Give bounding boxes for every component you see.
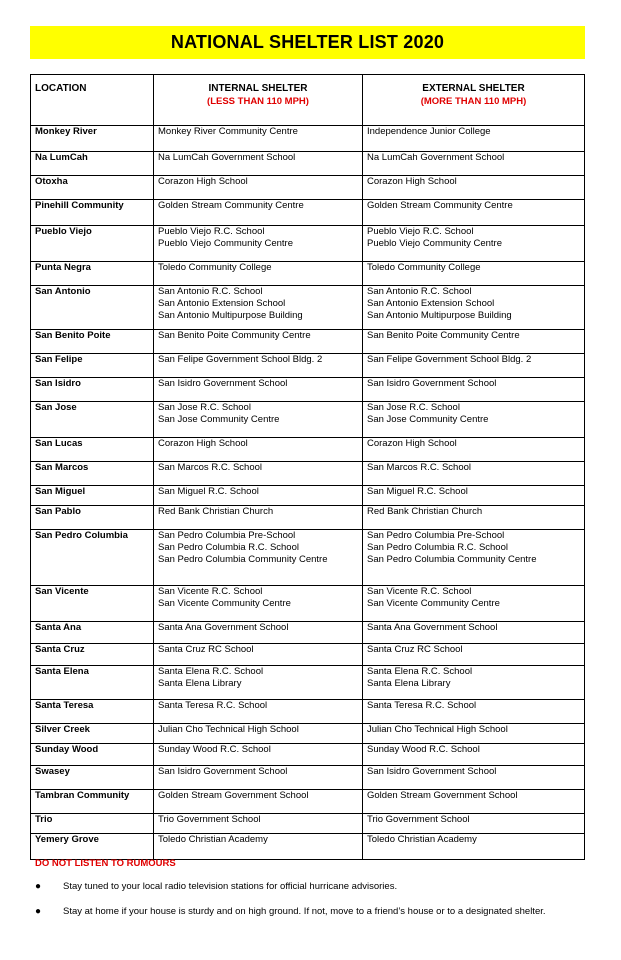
table-row — [31, 486, 585, 506]
external-shelter-cell — [363, 506, 585, 530]
table-row — [31, 644, 585, 666]
shelter-name: Na LumCah Government School — [158, 152, 296, 163]
location-cell: Punta Negra — [31, 262, 154, 286]
table-row — [31, 790, 585, 814]
external-shelter-cell — [363, 354, 585, 378]
shelter-name: Santa Elena R.C. School — [367, 666, 473, 677]
location-cell: Silver Creek — [31, 724, 154, 744]
shelter-name: Santa Ana Government School — [367, 622, 498, 633]
location-cell: Otoxha — [31, 176, 154, 200]
table-row — [31, 724, 585, 744]
table-row — [31, 586, 585, 622]
shelter-name: San Antonio Multipurpose Building — [158, 310, 303, 321]
shelter-name: Trio Government School — [158, 814, 261, 825]
internal-shelter-cell — [154, 666, 363, 700]
external-shelter-cell — [363, 152, 585, 176]
shelter-name: Na LumCah Government School — [367, 152, 505, 163]
shelter-name: Pueblo Viejo R.C. School — [367, 226, 474, 237]
shelter-name: San Miguel R.C. School — [158, 486, 259, 497]
shelter-name: San Jose R.C. School — [367, 402, 460, 413]
shelter-name: Julian Cho Technical High School — [158, 724, 299, 735]
table-row — [31, 700, 585, 724]
shelter-name: Santa Cruz RC School — [367, 644, 463, 655]
header-internal — [154, 75, 363, 126]
shelter-name: Sunday Wood R.C. School — [367, 744, 480, 755]
title-banner — [30, 26, 585, 59]
external-shelter-cell — [363, 586, 585, 622]
external-shelter-cell — [363, 226, 585, 262]
shelter-name: San Jose Community Centre — [158, 414, 280, 425]
shelter-name: San Jose Community Centre — [367, 414, 489, 425]
internal-shelter-cell — [154, 402, 363, 438]
table-row — [31, 834, 585, 860]
advisory-text: Stay tuned to your local radio television stations for official hurricane advisories. — [63, 881, 398, 892]
external-shelter-cell — [363, 402, 585, 438]
shelter-name: Independence Junior College — [367, 126, 491, 137]
internal-shelter-cell — [154, 744, 363, 766]
shelter-name: Toledo Christian Academy — [158, 834, 268, 845]
shelter-name: San Antonio Extension School — [367, 298, 495, 309]
external-shelter-cell — [363, 462, 585, 486]
external-shelter-cell — [363, 834, 585, 860]
table-row — [31, 462, 585, 486]
shelter-name: Monkey River Community Centre — [158, 126, 298, 137]
internal-shelter-cell — [154, 354, 363, 378]
shelter-name: Santa Elena Library — [158, 678, 242, 689]
table-row — [31, 666, 585, 700]
shelter-name: Toledo Community College — [158, 262, 272, 273]
shelter-name: Santa Teresa R.C. School — [367, 700, 477, 711]
internal-shelter-cell — [154, 724, 363, 744]
location-cell: San Miguel — [31, 486, 154, 506]
location-cell: San Antonio — [31, 286, 154, 330]
location-cell: San Benito Poite — [31, 330, 154, 354]
shelter-name: San Benito Poite Community Centre — [367, 330, 520, 341]
location-cell: Monkey River — [31, 126, 154, 152]
table-row — [31, 152, 585, 176]
external-shelter-cell — [363, 530, 585, 586]
bullet-icon: ● — [35, 906, 42, 917]
shelter-name: Corazon High School — [158, 438, 248, 449]
shelter-name: San Marcos R.C. School — [158, 462, 263, 473]
shelter-name: San Antonio R.C. School — [158, 286, 263, 297]
location-cell: Santa Elena — [31, 666, 154, 700]
shelter-name: Golden Stream Community Centre — [158, 200, 304, 211]
shelter-name: San Pedro Columbia Pre-School — [367, 530, 505, 541]
shelter-name: Golden Stream Government School — [158, 790, 309, 801]
external-shelter-cell — [363, 286, 585, 330]
shelter-name: San Pedro Columbia Pre-School — [158, 530, 296, 541]
shelter-name: Pueblo Viejo R.C. School — [158, 226, 265, 237]
shelter-name: Santa Elena R.C. School — [158, 666, 264, 677]
table-row — [31, 262, 585, 286]
shelter-name: Santa Cruz RC School — [158, 644, 254, 655]
shelter-name: Toledo Community College — [367, 262, 481, 273]
external-shelter-cell — [363, 700, 585, 724]
shelter-name: San Antonio Multipurpose Building — [367, 310, 512, 321]
location-cell: Santa Cruz — [31, 644, 154, 666]
table-row — [31, 286, 585, 330]
internal-shelter-cell — [154, 286, 363, 330]
location-cell: Pueblo Viejo — [31, 226, 154, 262]
shelter-name: Pueblo Viejo Community Centre — [367, 238, 503, 249]
shelter-name: San Marcos R.C. School — [367, 462, 472, 473]
shelter-name: Santa Elena Library — [367, 678, 451, 689]
external-shelter-cell — [363, 200, 585, 226]
external-shelter-cell — [363, 438, 585, 462]
shelter-name: Red Bank Christian Church — [158, 506, 274, 517]
header-internal-title: INTERNAL SHELTER — [208, 83, 308, 94]
internal-shelter-cell — [154, 152, 363, 176]
internal-shelter-cell — [154, 378, 363, 402]
internal-shelter-cell — [154, 586, 363, 622]
internal-shelter-cell — [154, 176, 363, 200]
table-row — [31, 622, 585, 644]
table-body — [31, 126, 585, 860]
internal-shelter-cell — [154, 330, 363, 354]
header-external-subtitle: (MORE THAN 110 MPH) — [420, 96, 527, 107]
advisory-text: Stay at home if your house is sturdy and on high ground. If not, move to a friend’s house or to a designated shelter. — [63, 906, 546, 917]
external-shelter-cell — [363, 790, 585, 814]
external-shelter-cell — [363, 744, 585, 766]
internal-shelter-cell — [154, 438, 363, 462]
table-row — [31, 506, 585, 530]
shelter-name: San Jose R.C. School — [158, 402, 251, 413]
shelter-name: San Felipe Government School Bldg. 2 — [158, 354, 323, 365]
internal-shelter-cell — [154, 790, 363, 814]
location-cell: San Felipe — [31, 354, 154, 378]
shelter-name: San Vicente Community Centre — [367, 598, 500, 609]
external-shelter-cell — [363, 724, 585, 744]
location-cell: San Lucas — [31, 438, 154, 462]
shelter-name: San Vicente Community Centre — [158, 598, 291, 609]
shelter-name: Sunday Wood R.C. School — [158, 744, 271, 755]
internal-shelter-cell — [154, 226, 363, 262]
shelter-name: San Isidro Government School — [158, 378, 288, 389]
internal-shelter-cell — [154, 506, 363, 530]
location-cell: Tambran Community — [31, 790, 154, 814]
page-title: NATIONAL SHELTER LIST 2020 — [170, 32, 445, 52]
advisory-bullet — [35, 881, 397, 892]
external-shelter-cell — [363, 176, 585, 200]
internal-shelter-cell — [154, 814, 363, 834]
location-cell: San Marcos — [31, 462, 154, 486]
shelter-name: Trio Government School — [367, 814, 470, 825]
location-cell: Santa Ana — [31, 622, 154, 644]
external-shelter-cell — [363, 378, 585, 402]
shelter-name: Julian Cho Technical High School — [367, 724, 508, 735]
shelter-name: Santa Ana Government School — [158, 622, 289, 633]
location-cell: San Pedro Columbia — [31, 530, 154, 586]
shelter-name: San Pedro Columbia Community Centre — [158, 554, 328, 565]
shelter-name: San Isidro Government School — [367, 766, 497, 777]
table-row — [31, 226, 585, 262]
shelter-name: Santa Teresa R.C. School — [158, 700, 268, 711]
internal-shelter-cell — [154, 700, 363, 724]
location-cell: Pinehill Community — [31, 200, 154, 226]
header-internal-subtitle: (LESS THAN 110 MPH) — [207, 96, 309, 107]
shelter-table — [30, 74, 585, 860]
internal-shelter-cell — [154, 834, 363, 860]
header-location: LOCATION — [31, 75, 154, 126]
table-row — [31, 438, 585, 462]
external-shelter-cell — [363, 622, 585, 644]
shelter-name: Pueblo Viejo Community Centre — [158, 238, 294, 249]
table-row — [31, 530, 585, 586]
rumours-warning: DO NOT LISTEN TO RUMOURS — [35, 858, 176, 869]
external-shelter-cell — [363, 486, 585, 506]
external-shelter-cell — [363, 644, 585, 666]
shelter-name: San Benito Poite Community Centre — [158, 330, 311, 341]
table-row — [31, 330, 585, 354]
location-cell: Na LumCah — [31, 152, 154, 176]
advisory-bullet — [35, 906, 546, 917]
location-cell: San Jose — [31, 402, 154, 438]
shelter-name: San Isidro Government School — [367, 378, 497, 389]
shelter-name: San Isidro Government School — [158, 766, 288, 777]
location-cell: San Isidro — [31, 378, 154, 402]
shelter-name: San Vicente R.C. School — [367, 586, 472, 597]
shelter-name: Corazon High School — [367, 438, 457, 449]
internal-shelter-cell — [154, 530, 363, 586]
shelter-name: Red Bank Christian Church — [367, 506, 483, 517]
shelter-name: San Vicente R.C. School — [158, 586, 263, 597]
table-row — [31, 744, 585, 766]
shelter-name: San Pedro Columbia R.C. School — [367, 542, 508, 553]
location-cell: Santa Teresa — [31, 700, 154, 724]
internal-shelter-cell — [154, 622, 363, 644]
header-external — [363, 75, 585, 126]
table-row — [31, 766, 585, 790]
internal-shelter-cell — [154, 486, 363, 506]
external-shelter-cell — [363, 666, 585, 700]
shelter-name: San Miguel R.C. School — [367, 486, 468, 497]
table-row — [31, 126, 585, 152]
external-shelter-cell — [363, 766, 585, 790]
shelter-name: Corazon High School — [367, 176, 457, 187]
location-cell: San Vicente — [31, 586, 154, 622]
table-row — [31, 200, 585, 226]
bullet-icon: ● — [35, 881, 42, 892]
location-cell: San Pablo — [31, 506, 154, 530]
external-shelter-cell — [363, 814, 585, 834]
shelter-name: Toledo Christian Academy — [367, 834, 477, 845]
location-cell: Sunday Wood — [31, 744, 154, 766]
internal-shelter-cell — [154, 462, 363, 486]
header-external-title: EXTERNAL SHELTER — [422, 83, 525, 94]
table-row — [31, 176, 585, 200]
table-header-row — [31, 75, 585, 126]
table-row — [31, 378, 585, 402]
shelter-name: San Antonio Extension School — [158, 298, 286, 309]
shelter-name: San Antonio R.C. School — [367, 286, 472, 297]
table-row — [31, 402, 585, 438]
table-row — [31, 814, 585, 834]
external-shelter-cell — [363, 330, 585, 354]
shelter-name: Golden Stream Government School — [367, 790, 518, 801]
internal-shelter-cell — [154, 200, 363, 226]
shelter-name: San Pedro Columbia Community Centre — [367, 554, 537, 565]
table-row — [31, 354, 585, 378]
external-shelter-cell — [363, 262, 585, 286]
location-cell: Swasey — [31, 766, 154, 790]
location-cell: Trio — [31, 814, 154, 834]
internal-shelter-cell — [154, 126, 363, 152]
internal-shelter-cell — [154, 766, 363, 790]
external-shelter-cell — [363, 126, 585, 152]
location-cell: Yemery Grove — [31, 834, 154, 860]
shelter-name: Corazon High School — [158, 176, 248, 187]
shelter-name: San Pedro Columbia R.C. School — [158, 542, 299, 553]
internal-shelter-cell — [154, 644, 363, 666]
shelter-name: Golden Stream Community Centre — [367, 200, 513, 211]
internal-shelter-cell — [154, 262, 363, 286]
shelter-name: San Felipe Government School Bldg. 2 — [367, 354, 532, 365]
